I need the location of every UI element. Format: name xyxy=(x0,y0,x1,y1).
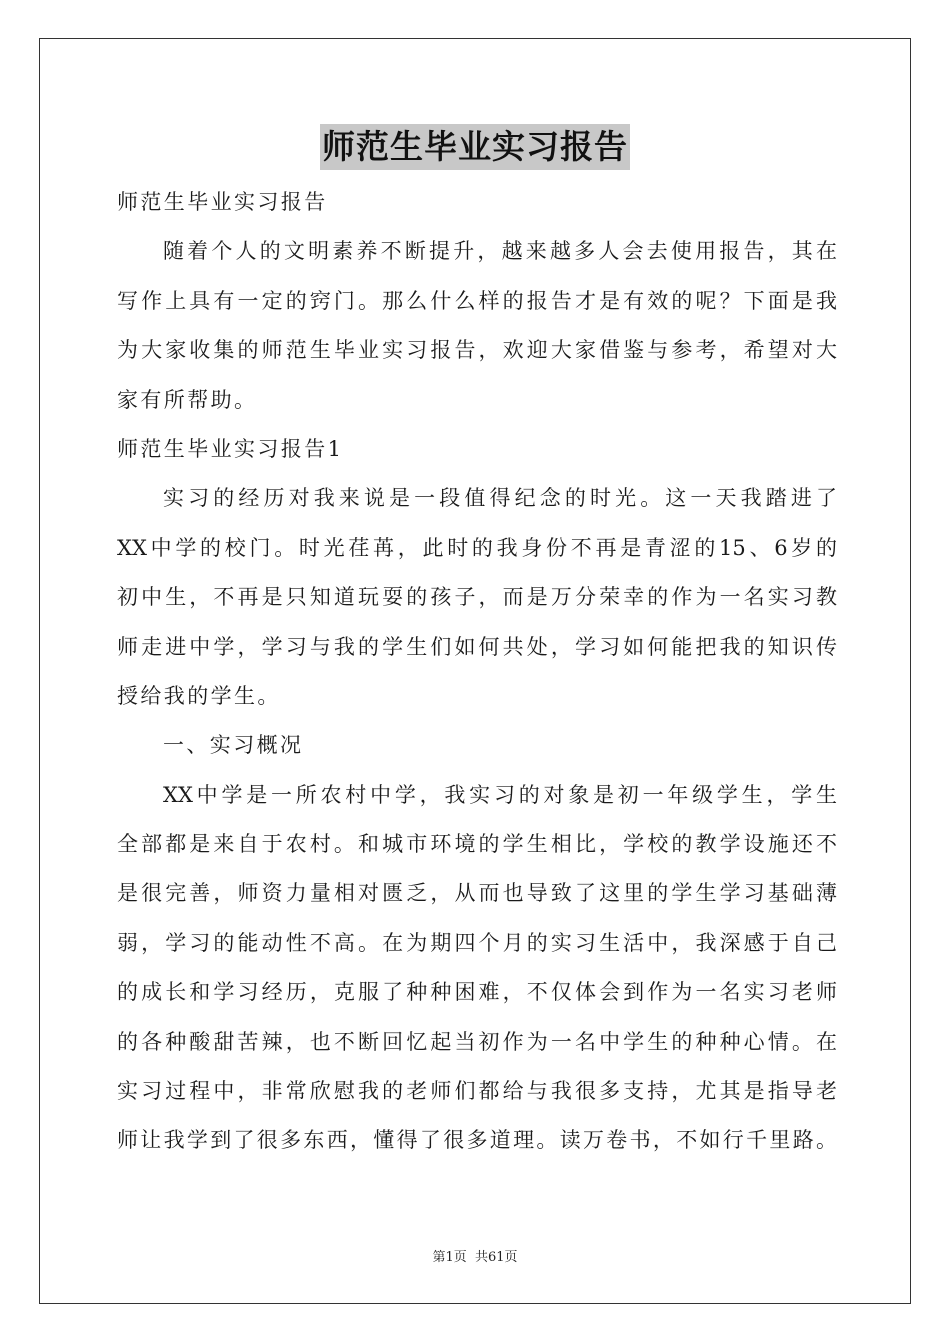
document-title: 师范生毕业实习报告 xyxy=(320,124,630,170)
page-number: 第1页 xyxy=(432,1250,467,1265)
text-line: XX中学的校门。时光荏苒，此时的我身份不再是青涩的15、6岁的 xyxy=(117,535,837,560)
text-line: 写作上具有一定的窍门。那么什么样的报告才是有效的呢？下面是我 xyxy=(117,288,837,313)
page-footer xyxy=(0,1246,950,1265)
text-line: 师范生毕业实习报告 xyxy=(117,190,328,214)
text-line: 随着个人的文明素养不断提升，越来越多人会去使用报告，其在 xyxy=(163,239,837,264)
text-line: 弱，学习的能动性不高。在为期四个月的实习生活中，我深感于自己 xyxy=(117,930,837,955)
text-line: 是很完善，师资力量相对匮乏，从而也导致了这里的学生学习基础薄 xyxy=(117,881,837,906)
text-line: 全部都是来自于农村。和城市环境的学生相比，学校的教学设施还不 xyxy=(117,832,837,857)
text-line: 初中生，不再是只知道玩耍的孩子，而是万分荣幸的作为一名实习教 xyxy=(117,585,837,610)
text-line: 实习过程中，非常欣慰我的老师们都给与我很多支持，尤其是指导老 xyxy=(117,1079,837,1104)
text-line: 授给我的学生。 xyxy=(117,683,281,708)
page-total: 共61页 xyxy=(474,1250,518,1265)
text-line: 为大家收集的师范生毕业实习报告，欢迎大家借鉴与参考，希望对大 xyxy=(117,338,837,363)
text-line: 的各种酸甜苦辣，也不断回忆起当初作为一名中学生的种种心情。在 xyxy=(117,1029,837,1054)
text-line: 的成长和学习经历，克服了种种困难，不仅体会到作为一名实习老师 xyxy=(117,980,837,1005)
text-line: 师走进中学，学习与我的学生们如何共处，学习如何能把我的知识传 xyxy=(117,634,837,659)
document-body xyxy=(117,178,837,1166)
text-line: XX中学是一所农村中学，我实习的对象是初一年级学生，学生 xyxy=(163,782,837,807)
text-line: 实习的经历对我来说是一段值得纪念的时光。这一天我踏进了 xyxy=(163,486,837,511)
text-line: 师范生毕业实习报告1 xyxy=(117,436,344,461)
title-container xyxy=(0,124,950,170)
text-line: 一、实习概况 xyxy=(163,733,304,758)
text-line: 师让我学到了很多东西，懂得了很多道理。读万卷书，不如行千里路。 xyxy=(117,1128,837,1153)
text-line: 家有所帮助。 xyxy=(117,387,258,412)
